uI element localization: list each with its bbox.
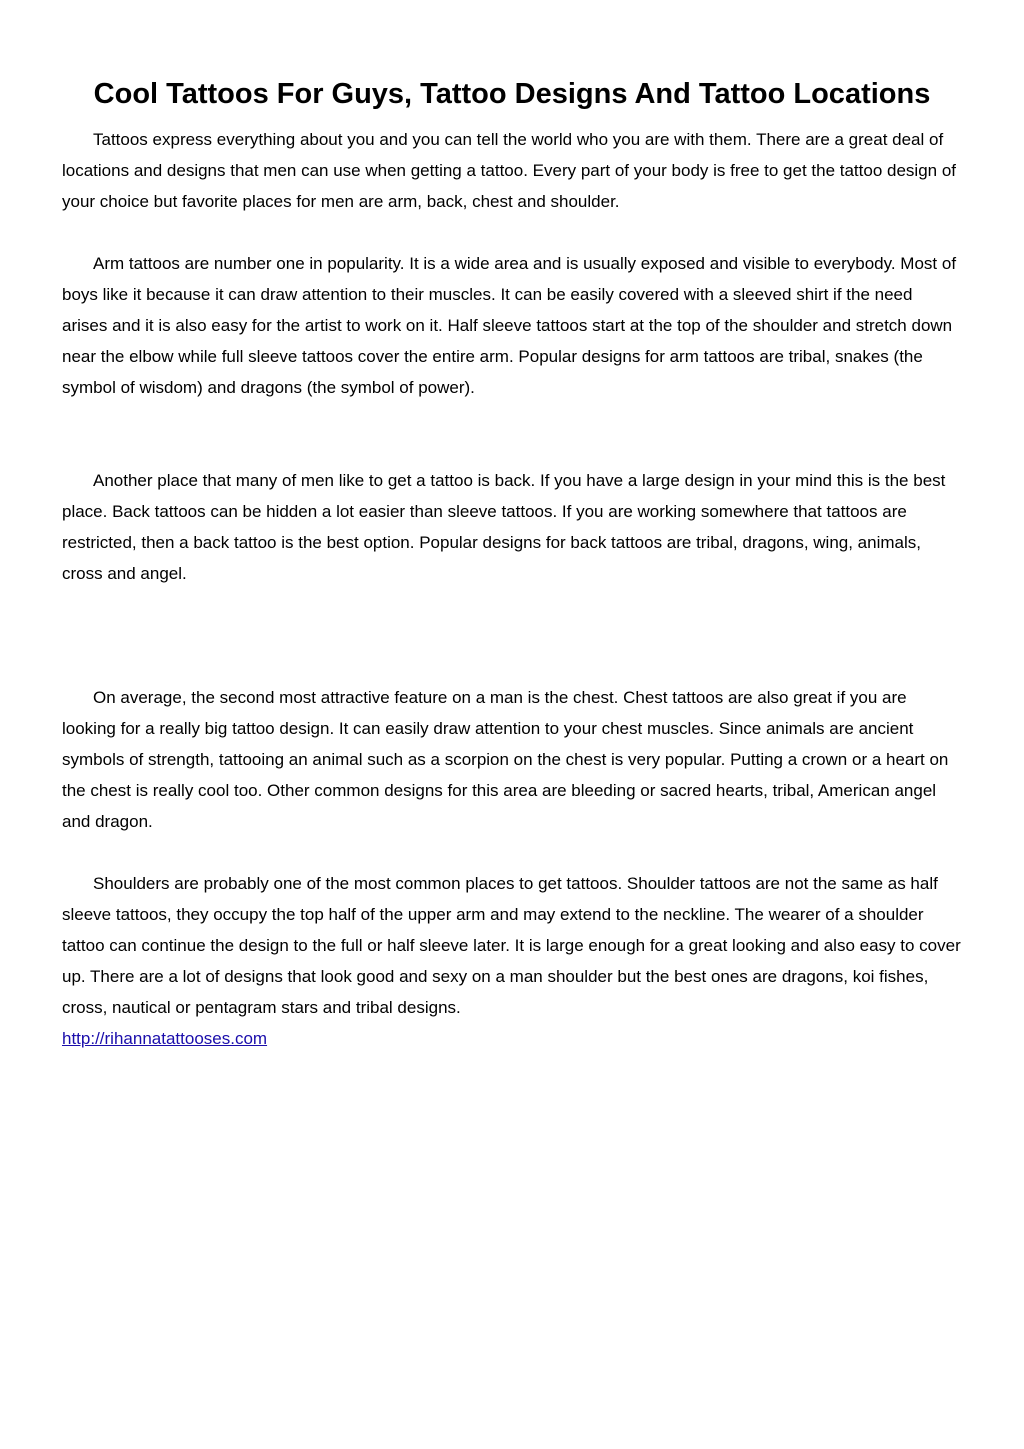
paragraph-intro: Tattoos express everything about you and you can tell the world who you are with them. There are a great deal of locations and designs that men can use when getting a tattoo. Every part of your body is free to get the tattoo design of your choice but favorite places for men are arm, back, chest and shoulder. [62,130,957,211]
paragraph-arm-tattoos: Arm tattoos are number one in popularity. It is a wide area and is usually exposed and visible to everybody. Most of boys like it because it can draw attention to their muscles. It can be easily covered with a sleeved shirt if the need arises and it is also easy for the artist to work on it. Half sleeve tattoos start at the top of the shoulder and stretch down near the elbow while full sleeve tattoos cover the entire arm. Popular designs for arm tattoos are tribal, snakes (the symbol of wisdom) and dragons (the symbol of power). [62,254,957,397]
paragraph-shoulder-block [62,868,962,1054]
website-link[interactable]: http://rihannatattooses.com [62,1029,268,1048]
paragraph-chest-tattoos: On average, the second most attractive feature on a man is the chest. Chest tattoos are also great if you are looking for a really big tattoo design. It can easily draw attention to your chest muscles. Since animals are ancient symbols of strength, tattooing an animal such as a scorpion on the chest is very popular. Putting a crown or a heart on the chest is really cool too. Other common designs for this area are bleeding or sacred hearts, tribal, American angel and dragon. [62,688,949,831]
paragraph-back-tattoos: Another place that many of men like to get a tattoo is back. If you have a large design in your mind this is the best place. Back tattoos can be hidden a lot easier than sleeve tattoos. If you are working somewhere that tattoos are restricted, then a back tattoo is the best option. Popular designs for back tattoos are tribal, dragons, wing, animals, cross and angel. [62,471,946,583]
paragraph-shoulder-tattoos: Shoulders are probably one of the most common places to get tattoos. Shoulder tattoos are not the same as half sleeve tattoos, they occupy the top half of the upper arm and may extend to the neckline. The wearer of a shoulder tattoo can continue the design to the full or half sleeve later. It is large enough for a great looking and also easy to cover up. There are a lot of designs that look good and sexy on a man shoulder but the best ones are dragons, koi fishes, cross, nautical or pentagram stars and tribal designs. [62,874,961,1017]
document-title: Cool Tattoos For Guys, Tattoo Designs And Tattoo Locations [93,78,931,110]
